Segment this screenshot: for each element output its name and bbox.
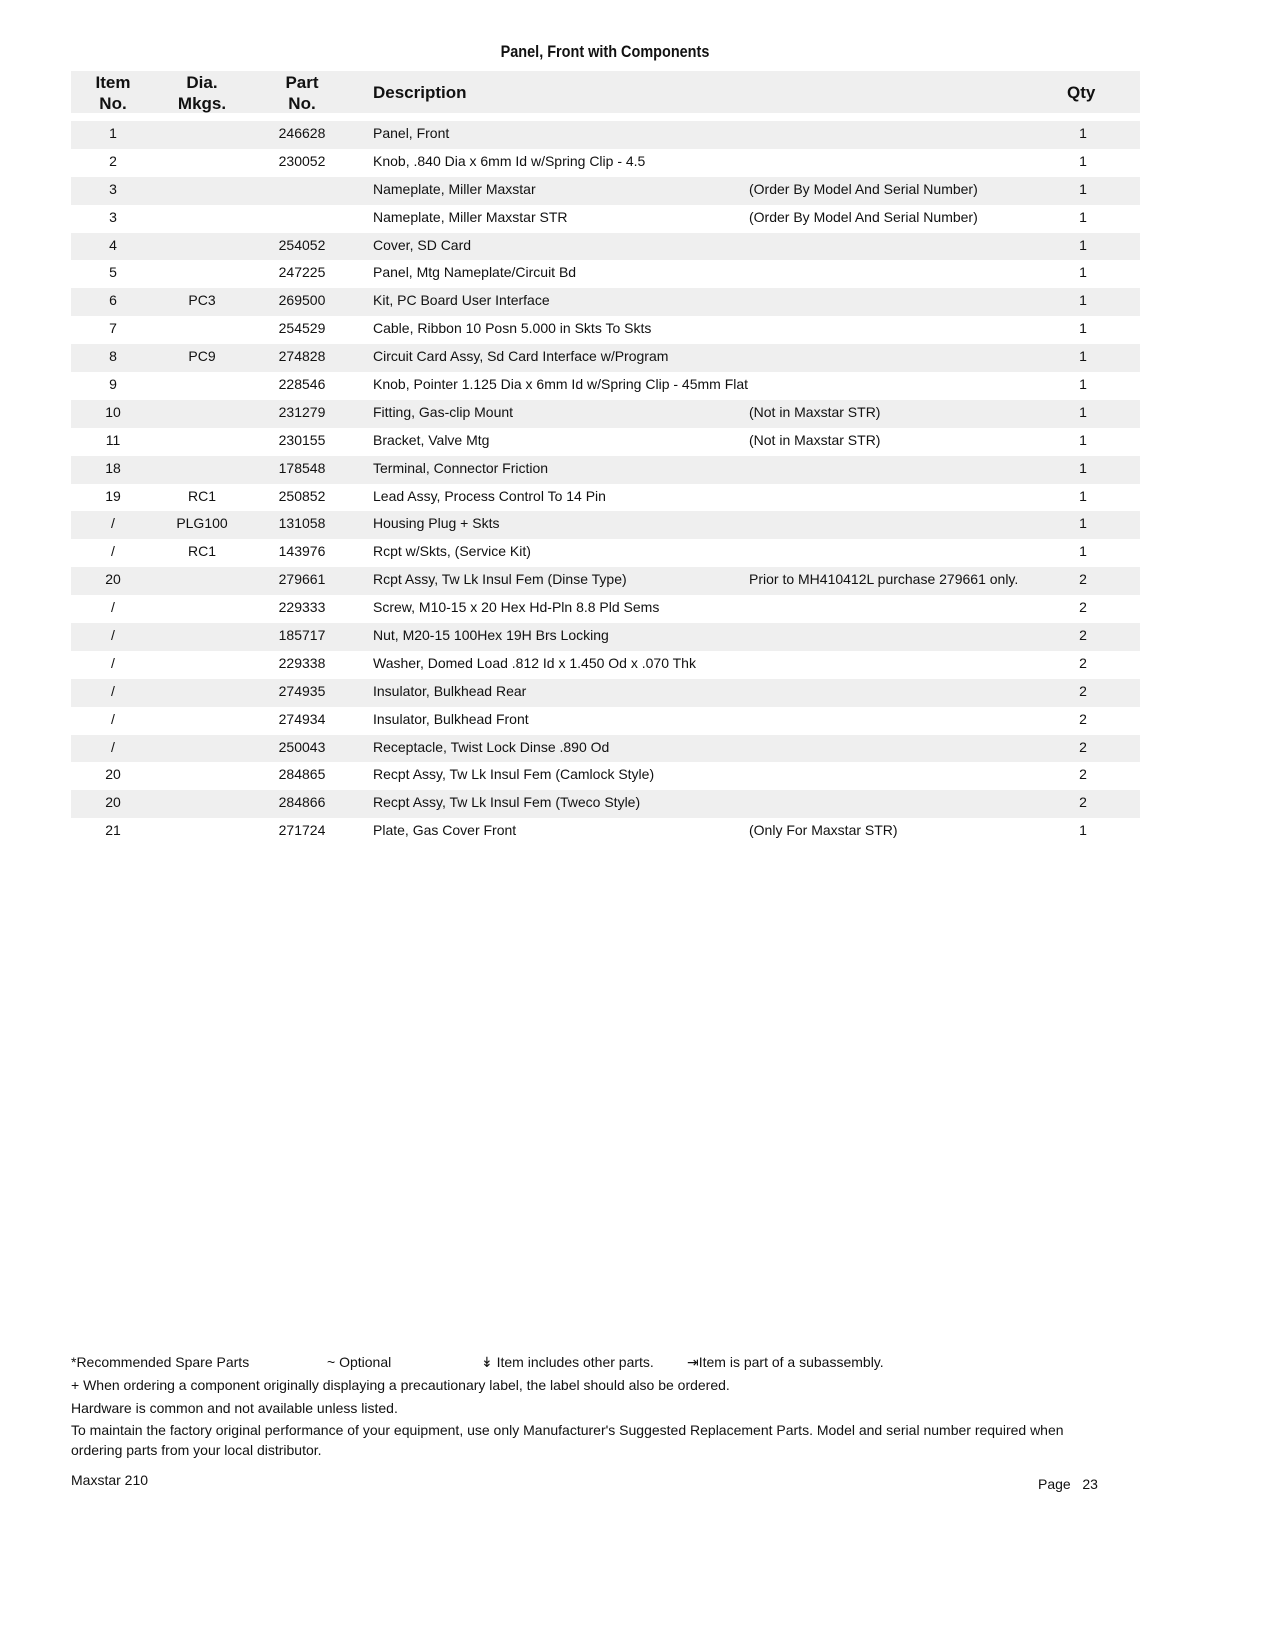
cell-part: 274934 [278, 710, 326, 727]
cell-qty: 1 [1079, 180, 1087, 197]
cell-qty: 2 [1079, 794, 1087, 811]
cell-part: 229333 [278, 599, 326, 616]
footer-model: Maxstar 210 [71, 1472, 149, 1488]
cell-desc: Terminal, Connector Friction [373, 459, 549, 476]
cell-item: 19 [105, 487, 121, 504]
cell-desc: Cover, SD Card [373, 236, 472, 253]
table-row [71, 484, 1140, 512]
cell-dia: RC1 [187, 487, 216, 504]
cell-item: 11 [105, 431, 121, 448]
cell-qty: 1 [1079, 459, 1087, 476]
header-dia-line1: Dia. [186, 73, 218, 92]
header-item-line1: Item [95, 73, 131, 92]
footer-page [1038, 1474, 1098, 1494]
cell-part: 246628 [278, 125, 326, 141]
cell-item: 1 [109, 125, 117, 141]
table-row [71, 344, 1140, 372]
footer-replacement-note: To maintain the factory original performance of your equipment, use only Manufacturer's Suggested Replacement Parts. Model and serial number required when ordering parts from your local distributor. [71, 1422, 1064, 1458]
cell-qty: 1 [1079, 543, 1087, 560]
table-row [71, 260, 1140, 288]
cell-item: / [111, 654, 115, 671]
cell-item: 8 [109, 348, 117, 365]
cell-part: 274828 [278, 348, 326, 365]
table-row [71, 372, 1140, 400]
table-row [71, 233, 1140, 261]
cell-part: 284866 [278, 794, 326, 811]
table-row [71, 790, 1140, 818]
table-row [71, 428, 1140, 456]
cell-desc: Nut, M20-15 100Hex 19H Brs Locking [373, 627, 609, 644]
cell-qty: 2 [1079, 738, 1087, 755]
cell-item: 21 [105, 822, 121, 839]
cell-part: 274935 [278, 682, 326, 699]
page-number: 23 [1082, 1476, 1098, 1492]
cell-dia: PC3 [188, 292, 216, 309]
cell-item: / [111, 738, 115, 755]
cell-item: 3 [109, 180, 117, 197]
table-row [71, 818, 1140, 846]
footer-legend [71, 1352, 1111, 1372]
cell-part: 228546 [278, 376, 326, 393]
cell-item: 18 [105, 459, 121, 476]
cell-desc: Nameplate, Miller Maxstar [373, 180, 536, 197]
cell-dia: RC1 [187, 543, 216, 560]
cell-item: / [111, 682, 115, 699]
table-row [71, 177, 1140, 205]
header-part-line2: No. [288, 94, 316, 113]
footer-hardware-note: Hardware is common and not available unless listed. [71, 1400, 398, 1416]
table-row [71, 400, 1140, 428]
legend-optional: ~ Optional [327, 1354, 392, 1370]
cell-desc: Recpt Assy, Tw Lk Insul Fem (Tweco Style) [373, 794, 641, 811]
cell-note: (Only For Maxstar STR) [749, 822, 898, 839]
header-dia-mkgs [165, 72, 239, 114]
cell-qty: 1 [1079, 431, 1087, 448]
header-dia-line2: Mkgs. [177, 94, 227, 113]
cell-qty: 1 [1079, 292, 1087, 309]
table-row [71, 316, 1140, 344]
cell-desc: Receptacle, Twist Lock Dinse .890 Od [373, 738, 610, 755]
cell-desc: Plate, Gas Cover Front [373, 822, 517, 839]
cell-part: 284865 [278, 766, 326, 783]
legend-spare: *Recommended Spare Parts [71, 1354, 250, 1370]
cell-desc: Recpt Assy, Tw Lk Insul Fem (Camlock Style) [373, 766, 655, 783]
cell-item: 20 [105, 571, 121, 588]
cell-desc: Knob, .840 Dia x 6mm Id w/Spring Clip - 4.5 [373, 152, 646, 169]
cell-item: / [111, 515, 115, 532]
cell-part: 131058 [278, 515, 326, 532]
cell-dia: PLG100 [176, 515, 228, 532]
legend-subassembly: ⇥Item is part of a subassembly. [687, 1354, 884, 1370]
header-item-line2: No. [99, 94, 127, 113]
cell-desc: Nameplate, Miller Maxstar STR [373, 208, 568, 225]
cell-part: 185717 [278, 627, 326, 644]
cell-qty: 1 [1079, 822, 1087, 839]
cell-part: 230052 [278, 152, 326, 169]
table-row [71, 595, 1140, 623]
cell-qty: 2 [1079, 654, 1087, 671]
cell-part: 247225 [278, 264, 326, 281]
cell-item: 2 [109, 152, 117, 169]
cell-desc: Fitting, Gas-clip Mount [373, 403, 514, 420]
cell-item: / [111, 627, 115, 644]
cell-dia: PC9 [188, 348, 216, 365]
cell-desc: Insulator, Bulkhead Front [373, 710, 529, 727]
cell-item: 20 [105, 794, 121, 811]
cell-qty: 2 [1079, 627, 1087, 644]
table-row [71, 679, 1140, 707]
cell-qty: 1 [1079, 376, 1087, 393]
cell-desc: Rcpt w/Skts, (Service Kit) [373, 543, 531, 560]
cell-qty: 2 [1079, 766, 1087, 783]
table-row [71, 511, 1140, 539]
cell-part: 250043 [278, 738, 326, 755]
cell-desc: Circuit Card Assy, Sd Card Interface w/Program [373, 348, 669, 365]
table-row [71, 735, 1140, 763]
cell-item: 20 [105, 766, 121, 783]
cell-desc: Bracket, Valve Mtg [373, 431, 490, 448]
table-row [71, 707, 1140, 735]
cell-note: (Order By Model And Serial Number) [749, 180, 978, 197]
table-row [71, 205, 1140, 233]
cell-qty: 2 [1079, 599, 1087, 616]
cell-item: / [111, 599, 115, 616]
cell-part: 250852 [278, 487, 326, 504]
cell-desc: Insulator, Bulkhead Rear [373, 682, 527, 699]
header-qty: Qty [1067, 83, 1096, 102]
cell-item: 10 [105, 403, 121, 420]
page-label: Page [1038, 1476, 1071, 1492]
cell-note: (Not in Maxstar STR) [749, 431, 881, 448]
table-row [71, 539, 1140, 567]
table-row [71, 456, 1140, 484]
table-row [71, 567, 1140, 595]
cell-qty: 2 [1079, 571, 1087, 588]
table-row [71, 623, 1140, 651]
header-description: Description [373, 83, 467, 102]
cell-part: 231279 [278, 403, 326, 420]
cell-qty: 1 [1079, 125, 1087, 141]
cell-qty: 1 [1079, 487, 1087, 504]
cell-part: 269500 [278, 292, 326, 309]
table-row [71, 762, 1140, 790]
cell-desc: Kit, PC Board User Interface [373, 292, 550, 309]
cell-qty: 1 [1079, 208, 1087, 225]
table-row [71, 651, 1140, 679]
cell-qty: 2 [1079, 682, 1087, 699]
cell-desc: Cable, Ribbon 10 Posn 5.000 in Skts To Skts [373, 320, 652, 337]
cell-desc: Lead Assy, Process Control To 14 Pin [373, 487, 606, 504]
cell-qty: 1 [1079, 515, 1087, 532]
cell-item: 7 [109, 320, 117, 337]
cell-part: 279661 [278, 571, 326, 588]
cell-part: 230155 [278, 431, 326, 448]
table-row [71, 288, 1140, 316]
cell-item: 9 [109, 376, 117, 393]
legend-includes: ↡ Item includes other parts. [481, 1354, 654, 1370]
cell-part: 271724 [278, 822, 326, 839]
cell-item: / [111, 543, 115, 560]
cell-item: 6 [109, 292, 117, 309]
cell-qty: 1 [1079, 236, 1087, 253]
table-header [71, 71, 1140, 113]
cell-part: 178548 [278, 459, 326, 476]
cell-desc: Panel, Front [373, 125, 450, 141]
cell-note: (Order By Model And Serial Number) [749, 208, 978, 225]
cell-part: 229338 [278, 654, 326, 671]
cell-part: 143976 [278, 543, 326, 560]
cell-qty: 1 [1079, 320, 1087, 337]
cell-part: 254529 [278, 320, 326, 337]
cell-note: (Not in Maxstar STR) [749, 403, 881, 420]
header-part-line1: Part [285, 73, 319, 92]
cell-qty: 1 [1079, 264, 1087, 281]
table-row [71, 121, 1140, 149]
cell-desc: Screw, M10-15 x 20 Hex Hd-Pln 8.8 Pld Sems [373, 599, 660, 616]
cell-desc: Housing Plug + Skts [373, 515, 500, 532]
cell-desc: Washer, Domed Load .812 Id x 1.450 Od x .070 Thk [373, 654, 696, 671]
table-row [71, 149, 1140, 177]
cell-qty: 1 [1079, 348, 1087, 365]
header-item-no [71, 72, 155, 114]
cell-item: 3 [109, 208, 117, 225]
cell-part: 254052 [278, 236, 326, 253]
cell-qty: 1 [1079, 403, 1087, 420]
cell-item: 4 [109, 236, 117, 253]
cell-qty: 1 [1079, 152, 1087, 169]
cell-note: Prior to MH410412L purchase 279661 only. [749, 571, 1019, 588]
cell-qty: 2 [1079, 710, 1087, 727]
cell-desc: Rcpt Assy, Tw Lk Insul Fem (Dinse Type) [373, 571, 627, 588]
parts-table [71, 121, 1140, 846]
footer-label-note: + When ordering a component originally displaying a precautionary label, the label should also be ordered. [71, 1377, 730, 1393]
cell-item: 5 [109, 264, 117, 281]
cell-desc: Panel, Mtg Nameplate/Circuit Bd [373, 264, 577, 281]
cell-desc: Knob, Pointer 1.125 Dia x 6mm Id w/Spring Clip - 45mm Flat [373, 376, 749, 393]
page-title: Panel, Front with Components [500, 42, 710, 61]
header-part-no [267, 72, 337, 114]
cell-item: / [111, 710, 115, 727]
